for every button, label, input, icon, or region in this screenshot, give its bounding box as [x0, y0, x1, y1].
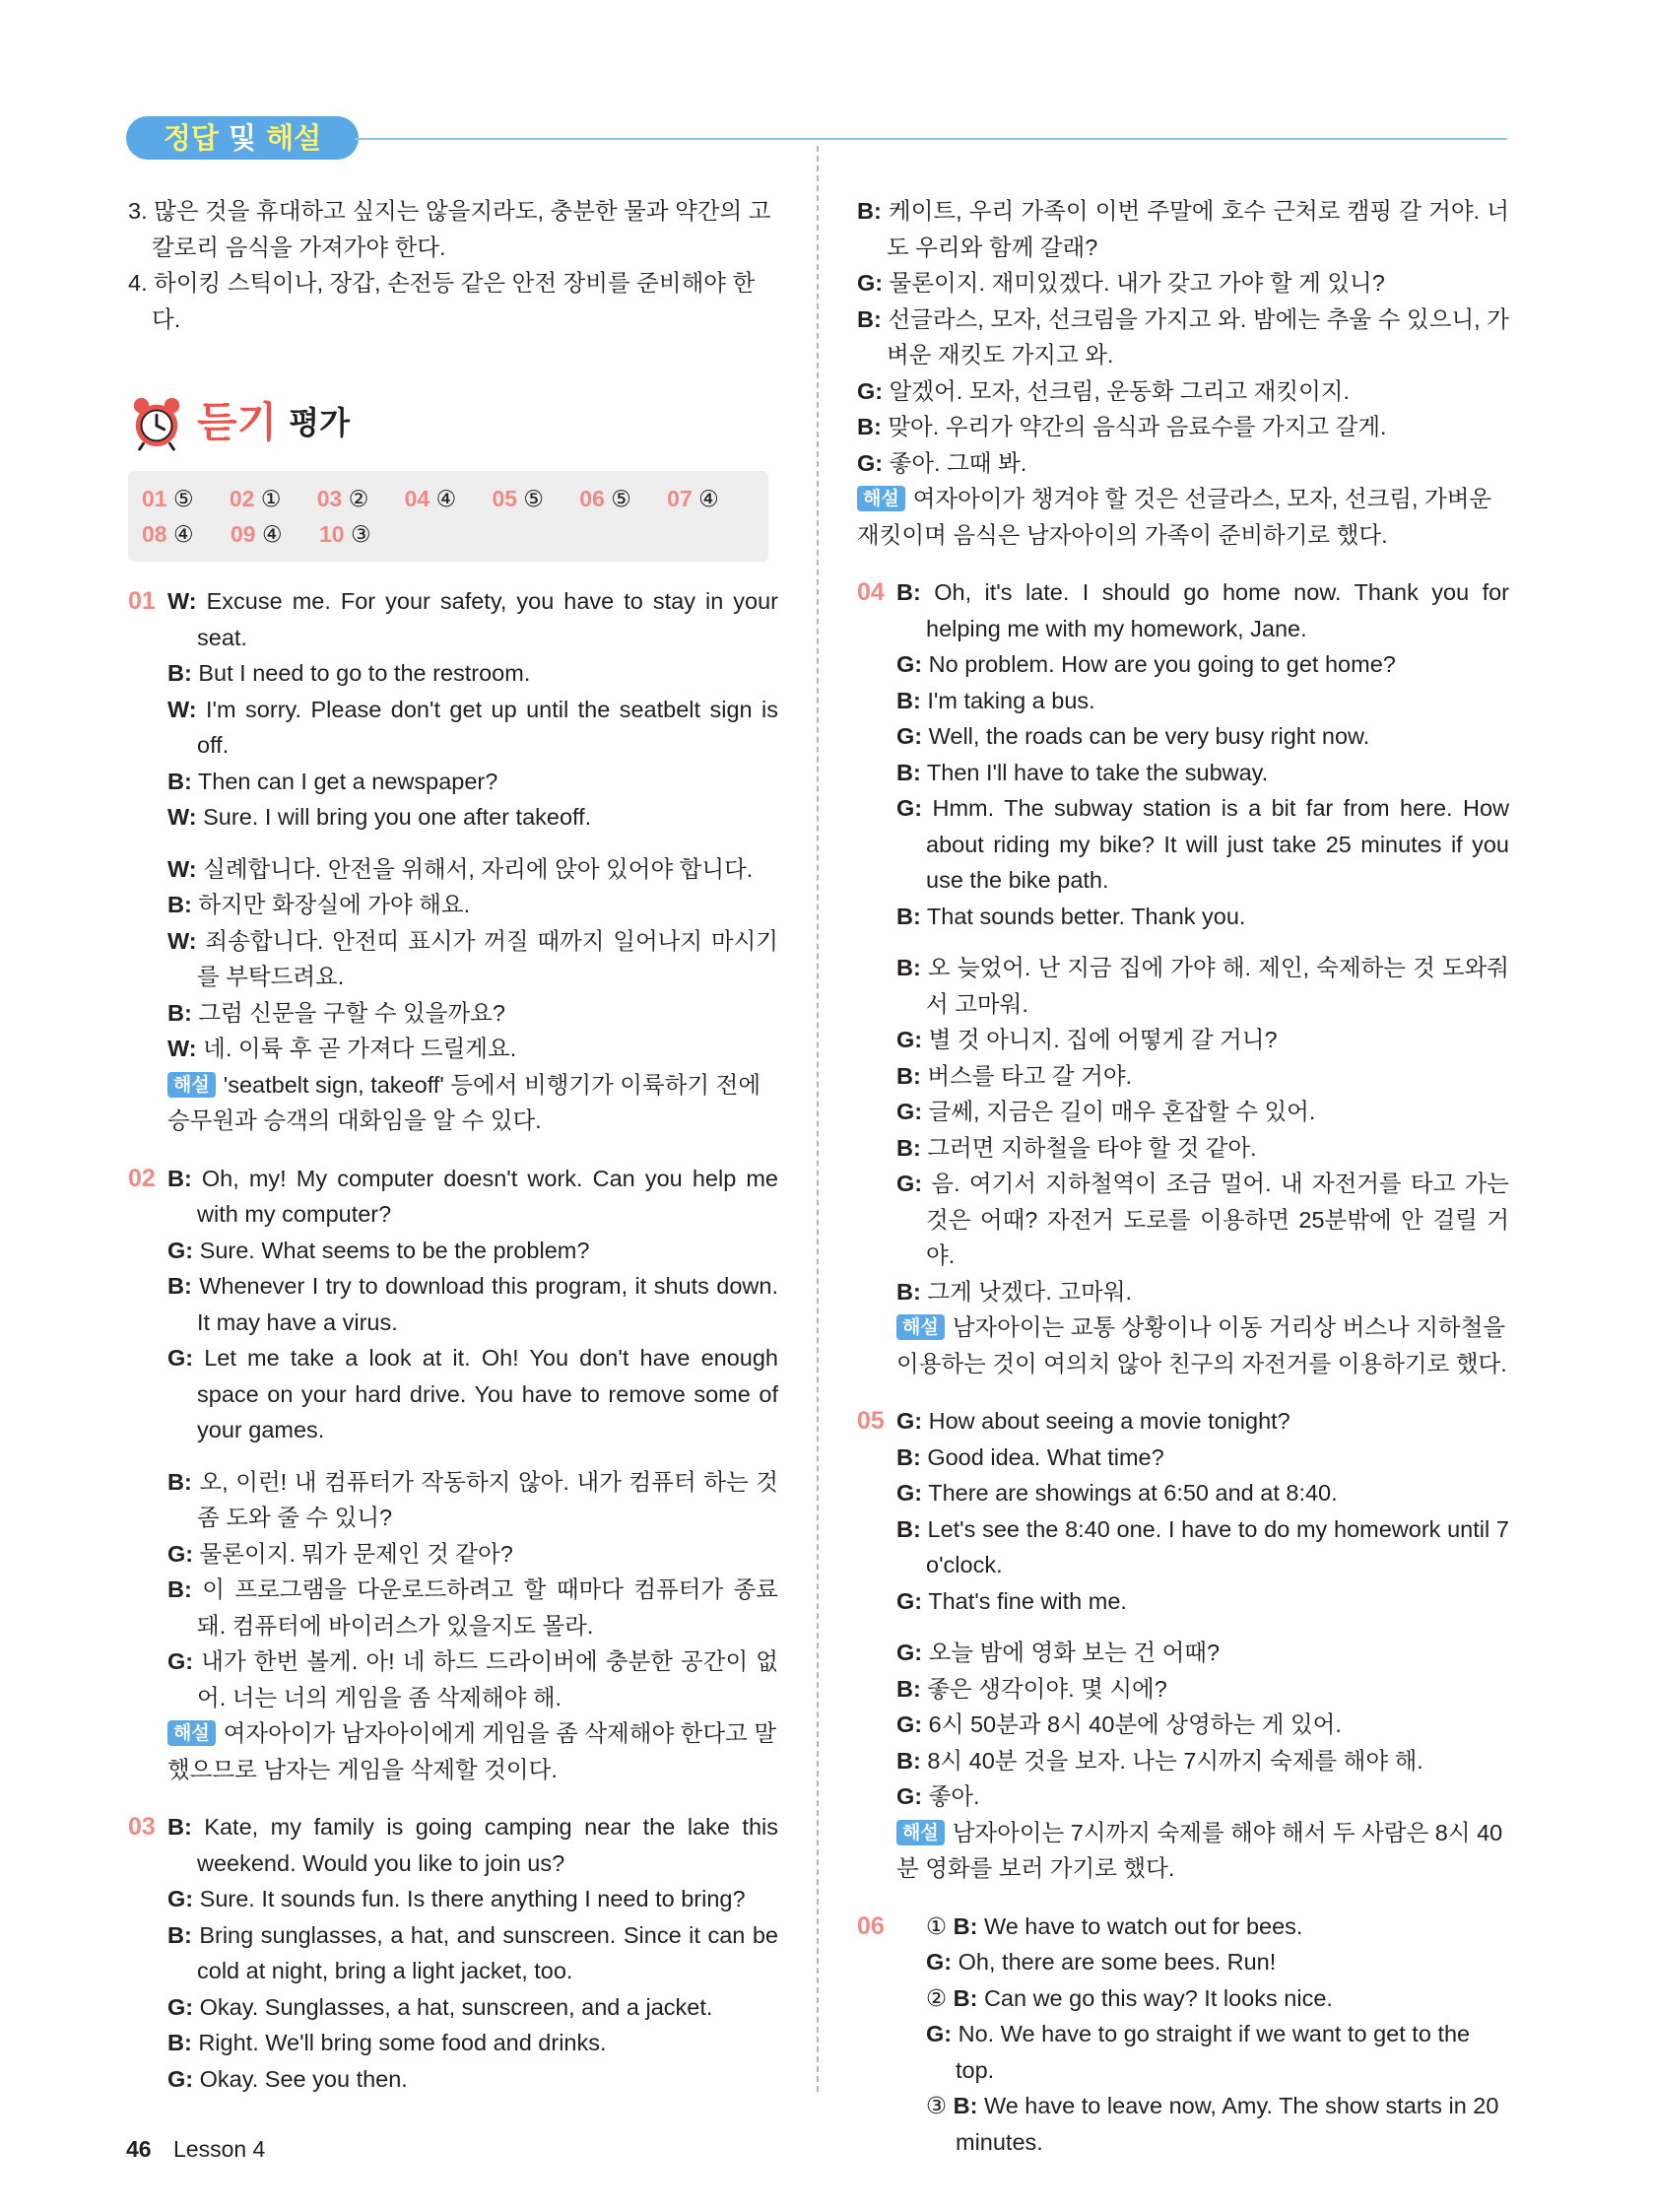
dialogue-line: [896, 1403, 1509, 1440]
dialogue-text: I'm sorry. Please don't get up until the seatbelt sign is off.: [197, 696, 778, 758]
explanation-text: 여자아이가 남자아이에게 게임을 좀 삭제해야 한다고 말했으므로 남자는 게임을 삭제할 것이다.: [167, 1720, 777, 1782]
question-number: 04: [857, 578, 885, 606]
answer-item: 09 ④: [231, 521, 283, 547]
dialogue-text: Good idea. What time?: [927, 1443, 1164, 1470]
korean-translation: [896, 1635, 1509, 1815]
dialogue-text: Sure. It sounds fun. Is there anything I need to bring?: [199, 1886, 746, 1911]
speaker-label: W:: [167, 696, 197, 722]
explanation: [167, 1715, 778, 1787]
section-title-main: 듣기: [197, 397, 278, 446]
answer-row: [142, 481, 755, 516]
dialogue-text: 케이트, 우리 가족이 이번 주말에 호수 근처로 캠핑 갈 거야. 너도 우리와 함께 갈래?: [887, 198, 1509, 260]
dialogue-text: Whenever I try to download this program, it shuts down. It may have a virus.: [197, 1273, 778, 1335]
dialogue-line: [896, 1130, 1509, 1167]
answer-item: 10 ③: [319, 521, 371, 547]
dialogue-line: [167, 799, 778, 836]
explanation-text: 'seatbelt sign, takeoff' 등에서 비행기가 이륙하기 전에 승무원과 승객의 대화임을 알 수 있다.: [167, 1071, 761, 1133]
speaker-label: B:: [953, 1984, 978, 2011]
dialogue-text: 네. 이륙 후 곧 가져다 드릴게요.: [203, 1036, 517, 1061]
dialogue-line: [896, 1671, 1509, 1708]
dialogue-text: 하지만 화장실에 가야 해요.: [198, 892, 471, 917]
header-label-answer: 정답: [163, 121, 219, 155]
dialogue-text: I'm taking a bus.: [927, 687, 1095, 713]
speaker-label: B:: [167, 660, 192, 686]
dialogue-line: [167, 692, 778, 764]
korean-translation: [167, 851, 778, 1067]
dialogue-line: [896, 1058, 1509, 1095]
explanation: [857, 481, 1509, 553]
speaker-label: B:: [896, 1134, 921, 1161]
english-dialogue: [167, 1161, 778, 1448]
speaker-label: W:: [167, 1036, 197, 1061]
dialogue-line: [896, 1475, 1509, 1511]
note-item: 3. 많은 것을 휴대하고 싶지는 않을지라도, 충분한 물과 약간의 고칼로리 음식을 가져가야 한다.: [128, 198, 771, 260]
speaker-label: B:: [896, 955, 921, 980]
dialogue-line: [857, 373, 1509, 410]
speaker-label: G:: [896, 723, 923, 749]
explanation-tag: 해설: [896, 1820, 945, 1845]
dialogue-text: Sure. I will bring you one after takeoff.: [203, 804, 592, 830]
speaker-label: B:: [896, 903, 921, 929]
dialogue-line: [896, 2088, 1509, 2160]
dialogue-text: Right. We'll bring some food and drinks.: [198, 2030, 607, 2055]
right-column: [857, 193, 1509, 2181]
dialogue-text: Okay. See you then.: [199, 2065, 408, 2092]
dialogue-line: [167, 923, 778, 995]
dialogue-text: Then can I get a newspaper?: [197, 768, 498, 794]
dialogue-text: 오늘 밤에 영화 보는 건 어때?: [928, 1640, 1221, 1665]
speaker-label: B:: [953, 2093, 978, 2118]
dialogue-line: [167, 1917, 778, 1989]
dialogue-line: [896, 790, 1509, 899]
korean-translation: [857, 193, 1509, 481]
dialogue-line: [167, 2061, 778, 2098]
dialogue-line: [896, 646, 1509, 683]
dialogue-line: [896, 1909, 1509, 1945]
dialogue-line: [896, 1511, 1509, 1583]
dialogue-text: 맞아. 우리가 약간의 음식과 음료수를 가지고 갈게.: [888, 414, 1387, 439]
speaker-label: B:: [167, 1165, 192, 1191]
dialogue-text: 좋아.: [928, 1783, 980, 1809]
speaker-label: B:: [167, 768, 192, 794]
dialogue-text: Kate, my family is going camping near the lake this weekend. Would you like to join us?: [197, 1814, 778, 1876]
speaker-label: G:: [896, 1640, 923, 1665]
dialogue-line: [167, 2025, 778, 2061]
dialogue-text: 좋아. 그때 봐.: [889, 449, 1027, 476]
speaker-label: B:: [896, 1515, 921, 1542]
speaker-label: G:: [167, 1993, 194, 2020]
dialogue-text: 죄송합니다. 안전띠 표시가 꺼질 때까지 일어나지 마시기를 부탁드려요.: [197, 927, 779, 989]
speaker-label: G:: [896, 1480, 923, 1506]
question-item: [857, 1403, 1509, 1887]
page-number: 46: [126, 2136, 152, 2162]
speaker-label: G:: [857, 377, 884, 404]
page-footer: [126, 2136, 265, 2163]
dialogue-text: That's fine with me.: [928, 1587, 1127, 1614]
dialogue-line: [167, 851, 778, 888]
english-dialogue: [896, 574, 1509, 934]
explanation-tag: 해설: [896, 1314, 945, 1340]
dialogue-text: No problem. How are you going to get home?: [928, 651, 1396, 677]
speaker-label: B:: [857, 198, 882, 224]
question-number: 06: [857, 1911, 885, 1940]
speaker-label: G:: [896, 1783, 923, 1809]
dialogue-text: Okay. Sunglasses, a hat, sunscreen, and a jacket.: [199, 1993, 713, 2020]
speaker-label: B:: [167, 1273, 192, 1299]
dialogue-line: [896, 683, 1509, 719]
speaker-label: G:: [896, 651, 923, 677]
speaker-label: B:: [896, 1062, 921, 1089]
dialogue-line: [896, 1980, 1509, 2017]
dialogue-line: [167, 1572, 778, 1643]
answer-item: 08 ④: [142, 521, 194, 547]
speaker-label: B:: [896, 1278, 921, 1305]
speaker-label: W:: [167, 588, 197, 614]
speaker-label: G:: [896, 795, 923, 821]
speaker-label: B:: [896, 687, 921, 713]
lesson-label: Lesson 4: [172, 2136, 266, 2162]
dialogue-text: 물론이지. 재미있겠다. 내가 갖고 가야 할 게 있니?: [889, 270, 1385, 296]
answer-row: [142, 516, 755, 552]
english-dialogue: [167, 583, 778, 836]
speaker-label: G:: [857, 270, 884, 296]
speaker-label: B:: [167, 1814, 192, 1840]
dialogue-text: 그러면 지하철을 타야 할 것 같아.: [927, 1134, 1257, 1161]
speaker-label: B:: [167, 1921, 192, 1948]
option-block: [896, 1909, 1509, 1980]
speaker-label: G:: [896, 1171, 923, 1196]
dialogue-line: [896, 1583, 1509, 1620]
dialogue-line: [896, 1094, 1509, 1130]
dialogue-text: We have to watch out for bees.: [983, 1912, 1303, 1939]
speaker-label: B:: [167, 1576, 192, 1602]
dialogue-text: Well, the roads can be very busy right now.: [928, 723, 1370, 749]
explanation-text: 남자아이는 7시까지 숙제를 해야 해서 두 사람은 8시 40분 영화를 보러 가기로 했다.: [896, 1819, 1503, 1881]
question-number: 01: [128, 587, 156, 615]
question-item: [857, 193, 1509, 553]
speaker-label: G:: [896, 1408, 923, 1434]
speaker-label: B:: [167, 999, 192, 1026]
speaker-label: G:: [926, 2021, 953, 2046]
dialogue-text: Oh, it's late. I should go home now. Thank you for helping me with my homework, Jane.: [926, 579, 1510, 641]
speaker-label: B:: [167, 892, 192, 917]
dialogue-text: 이 프로그램을 다운로드하려고 할 때마다 컴퓨터가 종료 돼. 컴퓨터에 바이러스가 있을지도 몰라.: [197, 1576, 779, 1639]
dialogue-line: [167, 1161, 778, 1233]
question-item: [857, 1909, 1509, 2161]
section-header-pill: [126, 116, 359, 160]
speaker-label: B:: [857, 305, 882, 332]
dialogue-line: [167, 1233, 778, 1269]
dialogue-text: 선글라스, 모자, 선크림을 가지고 와. 밤에는 추울 수 있으니, 가벼운 재킷도 가지고 와.: [887, 305, 1510, 368]
english-dialogue: [167, 1809, 778, 2097]
dialogue-text: How about seeing a movie tonight?: [928, 1408, 1290, 1434]
dialogue-text: 별 것 아니지. 집에 어떻게 갈 거니?: [928, 1027, 1278, 1052]
option-marker: ③: [926, 2093, 948, 2118]
dialogue-line: [167, 1464, 778, 1536]
question-number: 02: [128, 1164, 156, 1192]
question-number: 05: [857, 1407, 885, 1435]
dialogue-text: But I need to go to the restroom.: [198, 660, 531, 686]
dialogue-line: [896, 950, 1509, 1022]
dialogue-line: [167, 1536, 778, 1573]
dialogue-line: [896, 1707, 1509, 1743]
speaker-label: G:: [857, 449, 884, 476]
dialogue-line: [896, 899, 1509, 935]
answer-item: 01 ⑤: [142, 486, 194, 511]
speaker-label: G:: [167, 2065, 194, 2092]
dialogue-text: Can we go this way? It looks nice.: [983, 1984, 1333, 2011]
option-block: [896, 1980, 1509, 2089]
explanation-tag: 해설: [857, 486, 905, 511]
dialogue-line: [896, 1944, 1509, 1980]
speaker-label: W:: [167, 804, 197, 830]
dialogue-line: [857, 409, 1509, 445]
answer-item: 02 ①: [229, 486, 282, 511]
dialogue-text: 내가 한번 볼게. 아! 네 하드 드라이버에 충분한 공간이 없어. 너는 너의 게임을 좀 삭제해야 해.: [197, 1648, 778, 1710]
answer-item: 03 ②: [316, 486, 369, 511]
speaker-label: B:: [896, 759, 921, 785]
dialogue-line: [167, 583, 778, 655]
dialogue-line: [896, 718, 1509, 755]
speaker-label: G:: [167, 1540, 194, 1567]
speaker-label: B:: [896, 1747, 921, 1774]
dialogue-line: [167, 1268, 778, 1340]
explanation-text: 여자아이가 챙겨야 할 것은 선글라스, 모자, 선크림, 가벼운 재킷이며 음식은 남자아이의 가족이 준비하기로 했다.: [857, 486, 1492, 548]
speaker-label: G:: [167, 1648, 194, 1674]
question-item: [128, 583, 778, 1139]
dialogue-line: [857, 445, 1509, 482]
speaker-label: G:: [167, 1345, 194, 1371]
left-column: [128, 193, 778, 2118]
dialogue-text: That sounds better. Thank you.: [926, 903, 1246, 929]
dialogue-text: 알겠어. 모자, 선크림, 운동화 그리고 재킷이지.: [889, 377, 1351, 404]
speaker-label: B:: [167, 2030, 192, 2055]
speaker-label: B:: [857, 414, 882, 439]
dialogue-line: [896, 1274, 1509, 1310]
answer-item: 05 ⑤: [492, 486, 545, 511]
question-item: [857, 574, 1509, 1381]
dialogue-text: Bring sunglasses, a hat, and sunscreen. Since it can be cold at night, bring a light jacket, too.: [197, 1921, 778, 1983]
explanation-tag: 해설: [167, 1072, 216, 1098]
question-item: [128, 1161, 778, 1788]
explanation-tag: 해설: [167, 1720, 216, 1746]
dialogue-line: [167, 1643, 778, 1715]
dialogue-text: 6시 50분과 8시 40분에 상영하는 게 있어.: [928, 1711, 1342, 1737]
speaker-label: G:: [167, 1237, 194, 1263]
dialogue-text: Sure. What seems to be the problem?: [199, 1237, 590, 1263]
alarm-clock-icon: [128, 394, 185, 451]
dialogue-text: 그럼 신문을 구할 수 있을까요?: [198, 999, 505, 1026]
speaker-label: W:: [167, 927, 197, 954]
speaker-label: G:: [896, 1587, 923, 1614]
speaker-label: B:: [896, 1675, 921, 1702]
header-rule: [355, 138, 1507, 140]
english-dialogue: [896, 1403, 1509, 1619]
question-number: 03: [128, 1813, 156, 1841]
answer-item: 06 ⑤: [579, 486, 631, 511]
explanation: [896, 1309, 1509, 1381]
explanation: [896, 1815, 1509, 1887]
dialogue-text: 오, 이런! 내 컴퓨터가 작동하지 않아. 내가 컴퓨터 하는 것 좀 도와 줄 수 있니?: [197, 1468, 778, 1530]
option-marker: ①: [926, 1912, 948, 1939]
dialogue-line: [167, 887, 778, 923]
dialogue-text: Excuse me. For your safety, you have to stay in your seat.: [197, 588, 778, 650]
note-item: 4. 하이킹 스틱이나, 장갑, 손전등 같은 안전 장비를 준비해야 한다.: [128, 270, 756, 332]
dialogue-text: There are showings at 6:50 and at 8:40.: [928, 1480, 1338, 1506]
dialogue-line: [896, 1440, 1509, 1476]
dialogue-text: 오 늦었어. 난 지금 집에 가야 해. 제인, 숙제하는 것 도와줘서 고마워.: [926, 955, 1509, 1017]
section-title: [128, 388, 778, 457]
question-item: [128, 1809, 778, 2097]
speaker-label: B:: [167, 1468, 192, 1495]
dialogue-line: [167, 1031, 778, 1067]
dialogue-text: 버스를 타고 갈 거야.: [927, 1062, 1133, 1089]
speaker-label: B:: [953, 1912, 978, 1939]
dialogue-text: Oh, there are some bees. Run!: [958, 1949, 1277, 1975]
dialogue-text: No. We have to go straight if we want to get to the top.: [956, 2021, 1471, 2083]
dialogue-line: [167, 764, 778, 800]
speaker-label: B:: [896, 1443, 921, 1470]
answer-item: 07 ④: [667, 486, 719, 511]
header-label-explanation: 해설: [266, 121, 322, 155]
dialogue-text: Then I'll have to take the subway.: [926, 759, 1269, 785]
dialogue-text: 그게 낫겠다. 고마워.: [927, 1278, 1133, 1305]
section-title-sub: 평가: [289, 403, 350, 441]
dialogue-line: [896, 2016, 1509, 2088]
speaker-label: W:: [167, 855, 197, 882]
option-marker: ②: [926, 1984, 948, 2011]
speaker-label: G:: [896, 1711, 923, 1737]
dialogue-line: [167, 995, 778, 1032]
header-label-and: 및: [218, 121, 267, 155]
speaker-label: G:: [926, 1949, 953, 1975]
dialogue-line: [896, 1166, 1509, 1274]
answer-item: 04 ④: [404, 486, 457, 511]
dialogue-line: [896, 755, 1509, 791]
dialogue-text: 글쎄, 지금은 길이 매우 혼잡할 수 있어.: [928, 1099, 1316, 1124]
speaker-label: G:: [896, 1027, 923, 1052]
korean-translation: [167, 1464, 778, 1716]
dialogue-text: Hmm. The subway station is a bit far from here. How about riding my bike? It will just take 25 minutes if you use the bike path.: [926, 795, 1509, 893]
speaker-label: G:: [896, 1099, 923, 1124]
dialogue-text: We have to leave now, Amy. The show starts in 20 minutes.: [956, 2093, 1499, 2155]
dialogue-text: Oh, my! My computer doesn't work. Can you help me with my computer?: [197, 1165, 778, 1227]
column-divider: [817, 146, 819, 2092]
dialogue-text: Let's see the 8:40 one. I have to do my homework until 7 o'clock.: [926, 1515, 1509, 1577]
dialogue-line: [896, 574, 1509, 646]
dialogue-text: 음. 여기서 지하철역이 조금 멀어. 내 자전거를 타고 가는 것은 어때? 자전거 도로를 이용하면 25분밖에 안 걸릴 거야.: [926, 1171, 1510, 1268]
dialogue-text: 실례합니다. 안전을 위해서, 자리에 앉아 있어야 합니다.: [203, 855, 754, 882]
dialogue-line: [896, 1743, 1509, 1779]
dialogue-text: 8시 40분 것을 보자. 나는 7시까지 숙제를 해야 해.: [927, 1747, 1423, 1774]
korean-translation: [896, 950, 1509, 1309]
explanation: [167, 1067, 778, 1139]
dialogue-line: [857, 302, 1509, 373]
dialogue-text: 물론이지. 뭐가 문제인 것 같아?: [199, 1540, 513, 1567]
dialogue-line: [167, 655, 778, 692]
dialogue-line: [857, 265, 1509, 302]
speaker-label: B:: [896, 579, 921, 605]
dialogue-line: [167, 1809, 778, 1881]
dialogue-line: [857, 193, 1509, 265]
dialogue-line: [896, 1778, 1509, 1815]
speaker-label: G:: [167, 1886, 194, 1911]
dialogue-line: [167, 1340, 778, 1448]
answer-key-box: [128, 471, 768, 562]
dialogue-line: [167, 1989, 778, 2026]
dialogue-line: [896, 1635, 1509, 1671]
notes-list: [128, 193, 778, 337]
dialogue-line: [896, 1022, 1509, 1058]
option-block: [896, 2088, 1509, 2160]
dialogue-line: [167, 1881, 778, 1917]
explanation-text: 남자아이는 교통 상황이나 이동 거리상 버스나 지하철을 이용하는 것이 여의치 않아 친구의 자전거를 이용하기로 했다.: [896, 1314, 1507, 1376]
dialogue-text: Let me take a look at it. Oh! You don't have enough space on your hard drive. You have to remove some of your games.: [197, 1345, 778, 1442]
dialogue-text: 좋은 생각이야. 몇 시에?: [927, 1675, 1167, 1702]
